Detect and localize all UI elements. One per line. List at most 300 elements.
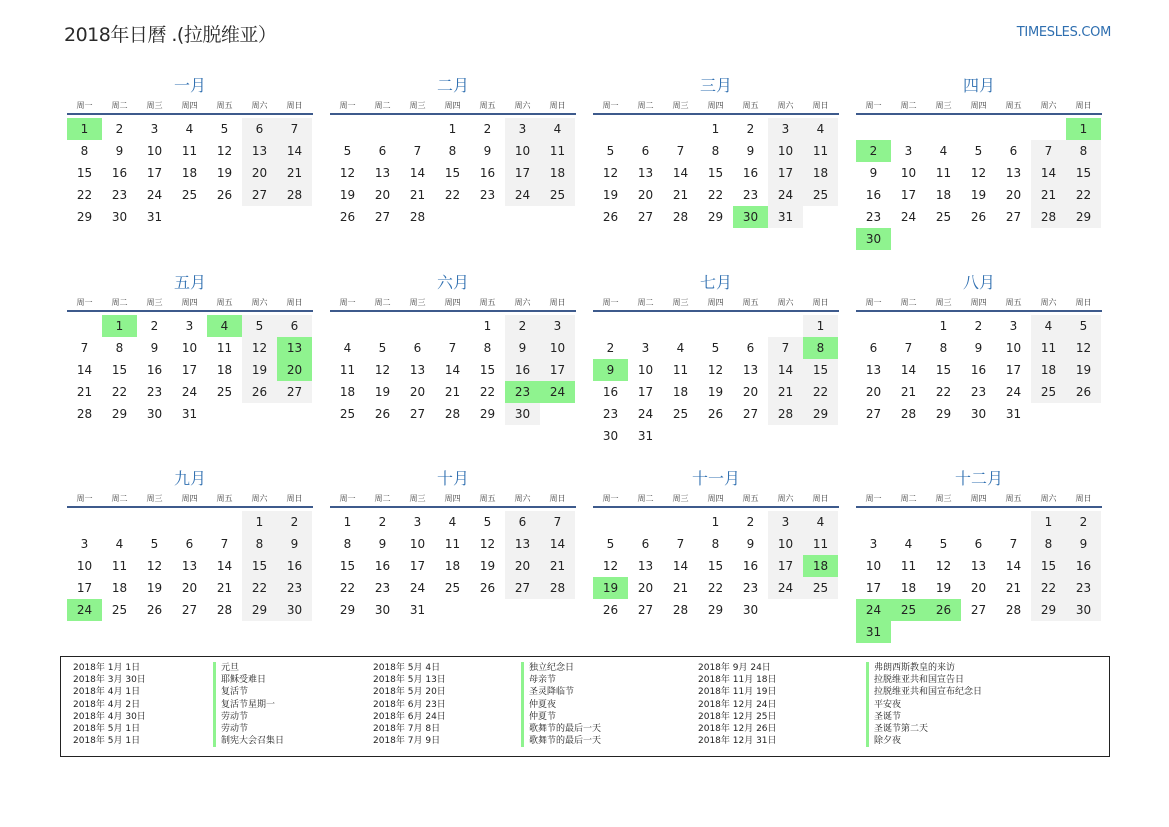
day-cell[interactable]: 20 <box>181 581 198 595</box>
day-cell[interactable]: 10 <box>900 166 917 180</box>
day-cell[interactable]: 10 <box>505 140 540 162</box>
day-cell[interactable]: 3 <box>869 537 878 551</box>
day-cell[interactable]: 3 <box>904 144 913 158</box>
day-cell[interactable]: 8 <box>711 144 720 158</box>
day-cell[interactable]: 14 <box>216 559 233 573</box>
day-cell[interactable]: 15 <box>111 363 128 377</box>
day-cell[interactable]: 11 <box>181 144 198 158</box>
day-cell[interactable]: 21 <box>216 581 233 595</box>
day-cell[interactable]: 9 <box>746 144 755 158</box>
day-cell[interactable]: 6 <box>185 537 194 551</box>
day-cell[interactable]: 6 <box>505 511 540 533</box>
day-cell[interactable]: 8 <box>115 341 124 355</box>
day-cell[interactable]: 8 <box>939 341 948 355</box>
day-cell[interactable]: 11 <box>339 363 356 377</box>
day-cell[interactable]: 7 <box>904 341 913 355</box>
day-cell[interactable]: 14 <box>768 359 803 381</box>
day-cell[interactable]: 28 <box>540 577 575 599</box>
day-cell[interactable]: 26 <box>374 407 391 421</box>
day-cell-holiday[interactable]: 20 <box>277 359 312 381</box>
day-cell[interactable]: 12 <box>707 363 724 377</box>
day-cell[interactable]: 30 <box>1066 599 1101 621</box>
day-cell[interactable]: 29 <box>935 407 952 421</box>
day-cell[interactable]: 5 <box>483 515 492 529</box>
day-cell[interactable]: 24 <box>409 581 426 595</box>
day-cell[interactable]: 24 <box>768 184 803 206</box>
day-cell[interactable]: 3 <box>80 537 89 551</box>
day-cell[interactable]: 8 <box>242 533 277 555</box>
day-cell[interactable]: 18 <box>540 162 575 184</box>
day-cell-holiday[interactable]: 13 <box>277 337 312 359</box>
day-cell[interactable]: 27 <box>505 577 540 599</box>
day-cell[interactable]: 31 <box>768 206 803 228</box>
day-cell[interactable]: 17 <box>181 363 198 377</box>
day-cell[interactable]: 12 <box>216 144 233 158</box>
day-cell-holiday[interactable]: 1 <box>1066 118 1101 140</box>
day-cell[interactable]: 1 <box>448 122 457 136</box>
day-cell[interactable]: 24 <box>146 188 163 202</box>
day-cell[interactable]: 18 <box>181 166 198 180</box>
day-cell[interactable]: 16 <box>374 559 391 573</box>
day-cell[interactable]: 30 <box>146 407 163 421</box>
day-cell[interactable]: 27 <box>181 603 198 617</box>
day-cell[interactable]: 27 <box>865 407 882 421</box>
day-cell[interactable]: 15 <box>444 166 461 180</box>
day-cell[interactable]: 31 <box>146 210 163 224</box>
day-cell-holiday[interactable]: 2 <box>856 140 891 162</box>
day-cell-holiday[interactable]: 1 <box>67 118 102 140</box>
day-cell[interactable]: 21 <box>76 385 93 399</box>
day-cell[interactable]: 22 <box>339 581 356 595</box>
day-cell[interactable]: 17 <box>865 581 882 595</box>
day-cell[interactable]: 27 <box>637 210 654 224</box>
day-cell[interactable]: 12 <box>970 166 987 180</box>
day-cell[interactable]: 7 <box>676 537 685 551</box>
day-cell[interactable]: 1 <box>711 122 720 136</box>
day-cell[interactable]: 3 <box>641 341 650 355</box>
day-cell[interactable]: 25 <box>803 577 838 599</box>
day-cell[interactable]: 3 <box>768 118 803 140</box>
day-cell[interactable]: 2 <box>483 122 492 136</box>
day-cell[interactable]: 30 <box>602 429 619 443</box>
day-cell[interactable]: 8 <box>1031 533 1066 555</box>
day-cell[interactable]: 2 <box>746 515 755 529</box>
day-cell[interactable]: 19 <box>935 581 952 595</box>
day-cell[interactable]: 25 <box>935 210 952 224</box>
day-cell[interactable]: 11 <box>444 537 461 551</box>
day-cell[interactable]: 13 <box>865 363 882 377</box>
day-cell[interactable]: 10 <box>768 533 803 555</box>
day-cell[interactable]: 13 <box>242 140 277 162</box>
day-cell[interactable]: 22 <box>1066 184 1101 206</box>
day-cell[interactable]: 7 <box>768 337 803 359</box>
day-cell[interactable]: 4 <box>803 511 838 533</box>
day-cell[interactable]: 13 <box>1005 166 1022 180</box>
day-cell[interactable]: 21 <box>540 555 575 577</box>
day-cell[interactable]: 2 <box>974 319 983 333</box>
day-cell[interactable]: 26 <box>339 210 356 224</box>
day-cell[interactable]: 9 <box>277 533 312 555</box>
day-cell[interactable]: 15 <box>707 166 724 180</box>
day-cell[interactable]: 13 <box>181 559 198 573</box>
day-cell[interactable]: 24 <box>637 407 654 421</box>
day-cell[interactable]: 19 <box>146 581 163 595</box>
day-cell[interactable]: 18 <box>444 559 461 573</box>
day-cell[interactable]: 15 <box>339 559 356 573</box>
day-cell[interactable]: 26 <box>146 603 163 617</box>
day-cell-holiday[interactable]: 31 <box>856 621 891 643</box>
day-cell[interactable]: 9 <box>869 166 878 180</box>
day-cell[interactable]: 4 <box>185 122 194 136</box>
day-cell[interactable]: 9 <box>115 144 124 158</box>
day-cell[interactable]: 2 <box>505 315 540 337</box>
day-cell[interactable]: 19 <box>339 188 356 202</box>
day-cell[interactable]: 15 <box>803 359 838 381</box>
site-link[interactable]: TIMESLES.COM <box>1016 25 1111 40</box>
day-cell[interactable]: 29 <box>76 210 93 224</box>
day-cell[interactable]: 3 <box>505 118 540 140</box>
day-cell[interactable]: 16 <box>111 166 128 180</box>
day-cell[interactable]: 4 <box>803 118 838 140</box>
day-cell[interactable]: 14 <box>277 140 312 162</box>
day-cell[interactable]: 26 <box>707 407 724 421</box>
day-cell[interactable]: 6 <box>1009 144 1018 158</box>
day-cell[interactable]: 18 <box>935 188 952 202</box>
day-cell[interactable]: 9 <box>483 144 492 158</box>
day-cell[interactable]: 30 <box>970 407 987 421</box>
day-cell[interactable]: 19 <box>242 359 277 381</box>
day-cell[interactable]: 1 <box>939 319 948 333</box>
day-cell[interactable]: 29 <box>803 403 838 425</box>
day-cell[interactable]: 2 <box>115 122 124 136</box>
day-cell[interactable]: 27 <box>637 603 654 617</box>
day-cell[interactable]: 3 <box>1009 319 1018 333</box>
day-cell[interactable]: 20 <box>1005 188 1022 202</box>
day-cell[interactable]: 28 <box>672 603 689 617</box>
day-cell[interactable]: 28 <box>409 210 426 224</box>
day-cell[interactable]: 5 <box>606 537 615 551</box>
day-cell[interactable]: 14 <box>76 363 93 377</box>
day-cell[interactable]: 1 <box>1031 511 1066 533</box>
day-cell[interactable]: 20 <box>242 162 277 184</box>
day-cell[interactable]: 10 <box>76 559 93 573</box>
day-cell[interactable]: 5 <box>150 537 159 551</box>
day-cell[interactable]: 14 <box>540 533 575 555</box>
day-cell[interactable]: 15 <box>76 166 93 180</box>
day-cell[interactable]: 26 <box>970 210 987 224</box>
day-cell[interactable]: 5 <box>606 144 615 158</box>
day-cell[interactable]: 28 <box>76 407 93 421</box>
day-cell[interactable]: 7 <box>1009 537 1018 551</box>
day-cell[interactable]: 11 <box>803 140 838 162</box>
day-cell[interactable]: 10 <box>865 559 882 573</box>
day-cell[interactable]: 31 <box>409 603 426 617</box>
day-cell[interactable]: 10 <box>1005 341 1022 355</box>
day-cell[interactable]: 17 <box>900 188 917 202</box>
day-cell-holiday[interactable]: 24 <box>67 599 102 621</box>
day-cell[interactable]: 8 <box>483 341 492 355</box>
day-cell[interactable]: 4 <box>343 341 352 355</box>
day-cell[interactable]: 11 <box>216 341 233 355</box>
day-cell[interactable]: 29 <box>707 603 724 617</box>
day-cell[interactable]: 18 <box>111 581 128 595</box>
day-cell[interactable]: 23 <box>865 210 882 224</box>
day-cell[interactable]: 10 <box>540 337 575 359</box>
day-cell[interactable]: 27 <box>742 407 759 421</box>
day-cell[interactable]: 25 <box>444 581 461 595</box>
day-cell[interactable]: 12 <box>602 166 619 180</box>
day-cell[interactable]: 23 <box>602 407 619 421</box>
day-cell[interactable]: 31 <box>181 407 198 421</box>
day-cell[interactable]: 6 <box>413 341 422 355</box>
day-cell[interactable]: 11 <box>935 166 952 180</box>
day-cell[interactable]: 4 <box>448 515 457 529</box>
day-cell[interactable]: 18 <box>672 385 689 399</box>
day-cell[interactable]: 12 <box>935 559 952 573</box>
day-cell[interactable]: 16 <box>1066 555 1101 577</box>
day-cell[interactable]: 20 <box>637 188 654 202</box>
day-cell[interactable]: 22 <box>1031 577 1066 599</box>
day-cell[interactable]: 16 <box>277 555 312 577</box>
day-cell[interactable]: 23 <box>742 188 759 202</box>
day-cell[interactable]: 27 <box>409 407 426 421</box>
day-cell[interactable]: 25 <box>1031 381 1066 403</box>
day-cell[interactable]: 20 <box>505 555 540 577</box>
day-cell[interactable]: 19 <box>479 559 496 573</box>
day-cell[interactable]: 9 <box>505 337 540 359</box>
day-cell[interactable]: 23 <box>277 577 312 599</box>
day-cell[interactable]: 5 <box>378 341 387 355</box>
day-cell[interactable]: 21 <box>1005 581 1022 595</box>
day-cell-holiday[interactable]: 19 <box>593 577 628 599</box>
day-cell[interactable]: 18 <box>900 581 917 595</box>
day-cell[interactable]: 15 <box>1031 555 1066 577</box>
day-cell[interactable]: 17 <box>76 581 93 595</box>
day-cell[interactable]: 28 <box>768 403 803 425</box>
day-cell[interactable]: 13 <box>970 559 987 573</box>
day-cell[interactable]: 16 <box>505 359 540 381</box>
day-cell[interactable]: 12 <box>242 337 277 359</box>
day-cell[interactable]: 23 <box>970 385 987 399</box>
day-cell[interactable]: 6 <box>277 315 312 337</box>
day-cell[interactable]: 7 <box>413 144 422 158</box>
day-cell[interactable]: 2 <box>746 122 755 136</box>
day-cell[interactable]: 28 <box>900 407 917 421</box>
day-cell[interactable]: 29 <box>1066 206 1101 228</box>
day-cell[interactable]: 11 <box>672 363 689 377</box>
day-cell[interactable]: 13 <box>505 533 540 555</box>
day-cell[interactable]: 7 <box>676 144 685 158</box>
day-cell[interactable]: 26 <box>1066 381 1101 403</box>
day-cell[interactable]: 30 <box>374 603 391 617</box>
day-cell-holiday[interactable]: 4 <box>207 315 242 337</box>
day-cell-holiday[interactable]: 26 <box>926 599 961 621</box>
day-cell[interactable]: 14 <box>900 363 917 377</box>
day-cell[interactable]: 6 <box>242 118 277 140</box>
day-cell[interactable]: 25 <box>672 407 689 421</box>
day-cell[interactable]: 24 <box>181 385 198 399</box>
day-cell[interactable]: 31 <box>1005 407 1022 421</box>
day-cell-holiday[interactable]: 18 <box>803 555 838 577</box>
day-cell[interactable]: 20 <box>742 385 759 399</box>
day-cell[interactable]: 6 <box>869 341 878 355</box>
day-cell[interactable]: 27 <box>374 210 391 224</box>
day-cell[interactable]: 6 <box>378 144 387 158</box>
day-cell[interactable]: 29 <box>707 210 724 224</box>
day-cell[interactable]: 25 <box>111 603 128 617</box>
day-cell[interactable]: 26 <box>479 581 496 595</box>
day-cell[interactable]: 14 <box>672 559 689 573</box>
day-cell[interactable]: 23 <box>146 385 163 399</box>
day-cell[interactable]: 28 <box>672 210 689 224</box>
day-cell[interactable]: 9 <box>746 537 755 551</box>
day-cell[interactable]: 10 <box>637 363 654 377</box>
day-cell[interactable]: 23 <box>742 581 759 595</box>
day-cell[interactable]: 5 <box>974 144 983 158</box>
day-cell[interactable]: 1 <box>343 515 352 529</box>
day-cell[interactable]: 9 <box>150 341 159 355</box>
day-cell[interactable]: 19 <box>374 385 391 399</box>
day-cell[interactable]: 31 <box>637 429 654 443</box>
day-cell[interactable]: 15 <box>242 555 277 577</box>
day-cell[interactable]: 2 <box>150 319 159 333</box>
day-cell[interactable]: 30 <box>742 603 759 617</box>
day-cell[interactable]: 18 <box>1031 359 1066 381</box>
day-cell[interactable]: 15 <box>707 559 724 573</box>
day-cell[interactable]: 17 <box>1005 363 1022 377</box>
day-cell[interactable]: 13 <box>742 363 759 377</box>
day-cell-holiday[interactable]: 24 <box>856 599 891 621</box>
day-cell[interactable]: 12 <box>374 363 391 377</box>
day-cell[interactable]: 21 <box>900 385 917 399</box>
day-cell[interactable]: 16 <box>742 166 759 180</box>
day-cell[interactable]: 20 <box>374 188 391 202</box>
day-cell[interactable]: 22 <box>803 381 838 403</box>
day-cell[interactable]: 1 <box>242 511 277 533</box>
day-cell[interactable]: 24 <box>1005 385 1022 399</box>
day-cell[interactable]: 4 <box>1031 315 1066 337</box>
day-cell[interactable]: 17 <box>540 359 575 381</box>
day-cell[interactable]: 12 <box>1066 337 1101 359</box>
day-cell[interactable]: 12 <box>339 166 356 180</box>
day-cell[interactable]: 10 <box>146 144 163 158</box>
day-cell[interactable]: 8 <box>343 537 352 551</box>
day-cell[interactable]: 11 <box>540 140 575 162</box>
day-cell[interactable]: 6 <box>641 537 650 551</box>
day-cell[interactable]: 21 <box>444 385 461 399</box>
day-cell[interactable]: 10 <box>409 537 426 551</box>
day-cell[interactable]: 13 <box>374 166 391 180</box>
day-cell[interactable]: 28 <box>444 407 461 421</box>
day-cell[interactable]: 25 <box>216 385 233 399</box>
day-cell[interactable]: 23 <box>374 581 391 595</box>
day-cell[interactable]: 30 <box>505 403 540 425</box>
day-cell[interactable]: 2 <box>606 341 615 355</box>
day-cell[interactable]: 14 <box>1031 162 1066 184</box>
day-cell[interactable]: 7 <box>1031 140 1066 162</box>
day-cell[interactable]: 3 <box>540 315 575 337</box>
day-cell[interactable]: 24 <box>900 210 917 224</box>
day-cell[interactable]: 23 <box>1066 577 1101 599</box>
day-cell[interactable]: 29 <box>479 407 496 421</box>
day-cell-holiday[interactable]: 25 <box>891 599 926 621</box>
day-cell[interactable]: 16 <box>479 166 496 180</box>
day-cell[interactable]: 5 <box>939 537 948 551</box>
day-cell[interactable]: 22 <box>242 577 277 599</box>
day-cell[interactable]: 7 <box>540 511 575 533</box>
day-cell[interactable]: 5 <box>711 341 720 355</box>
day-cell[interactable]: 9 <box>378 537 387 551</box>
day-cell[interactable]: 4 <box>904 537 913 551</box>
day-cell[interactable]: 26 <box>242 381 277 403</box>
day-cell[interactable]: 19 <box>707 385 724 399</box>
day-cell[interactable]: 21 <box>672 188 689 202</box>
day-cell[interactable]: 22 <box>707 188 724 202</box>
day-cell[interactable]: 29 <box>1031 599 1066 621</box>
day-cell[interactable]: 27 <box>242 184 277 206</box>
day-cell[interactable]: 11 <box>1031 337 1066 359</box>
day-cell[interactable]: 22 <box>707 581 724 595</box>
day-cell[interactable]: 23 <box>111 188 128 202</box>
day-cell[interactable]: 19 <box>970 188 987 202</box>
day-cell[interactable]: 9 <box>1066 533 1101 555</box>
day-cell[interactable]: 16 <box>970 363 987 377</box>
day-cell[interactable]: 13 <box>409 363 426 377</box>
day-cell[interactable]: 16 <box>742 559 759 573</box>
day-cell-holiday[interactable]: 1 <box>102 315 137 337</box>
day-cell[interactable]: 15 <box>935 363 952 377</box>
day-cell-holiday[interactable]: 30 <box>733 206 768 228</box>
day-cell[interactable]: 26 <box>602 210 619 224</box>
day-cell-holiday[interactable]: 24 <box>540 381 575 403</box>
day-cell[interactable]: 5 <box>220 122 229 136</box>
day-cell[interactable]: 10 <box>768 140 803 162</box>
day-cell[interactable]: 9 <box>974 341 983 355</box>
day-cell[interactable]: 20 <box>637 581 654 595</box>
day-cell[interactable]: 16 <box>865 188 882 202</box>
day-cell[interactable]: 18 <box>803 162 838 184</box>
day-cell[interactable]: 27 <box>277 381 312 403</box>
day-cell[interactable]: 17 <box>637 385 654 399</box>
day-cell-holiday[interactable]: 30 <box>856 228 891 250</box>
day-cell[interactable]: 25 <box>181 188 198 202</box>
day-cell[interactable]: 10 <box>181 341 198 355</box>
day-cell[interactable]: 8 <box>1066 140 1101 162</box>
day-cell[interactable]: 21 <box>277 162 312 184</box>
day-cell[interactable]: 6 <box>974 537 983 551</box>
day-cell[interactable]: 4 <box>676 341 685 355</box>
day-cell[interactable]: 15 <box>479 363 496 377</box>
day-cell[interactable]: 8 <box>448 144 457 158</box>
day-cell[interactable]: 21 <box>768 381 803 403</box>
day-cell[interactable]: 30 <box>111 210 128 224</box>
day-cell[interactable]: 4 <box>540 118 575 140</box>
day-cell[interactable]: 26 <box>602 603 619 617</box>
day-cell[interactable]: 11 <box>803 533 838 555</box>
day-cell[interactable]: 2 <box>1066 511 1101 533</box>
day-cell[interactable]: 8 <box>711 537 720 551</box>
day-cell-holiday[interactable]: 8 <box>803 337 838 359</box>
day-cell[interactable]: 12 <box>146 559 163 573</box>
day-cell[interactable]: 27 <box>1005 210 1022 224</box>
day-cell[interactable]: 17 <box>768 162 803 184</box>
day-cell[interactable]: 20 <box>970 581 987 595</box>
day-cell[interactable]: 28 <box>216 603 233 617</box>
day-cell[interactable]: 4 <box>939 144 948 158</box>
day-cell[interactable]: 13 <box>637 166 654 180</box>
day-cell[interactable]: 17 <box>505 162 540 184</box>
day-cell[interactable]: 22 <box>444 188 461 202</box>
